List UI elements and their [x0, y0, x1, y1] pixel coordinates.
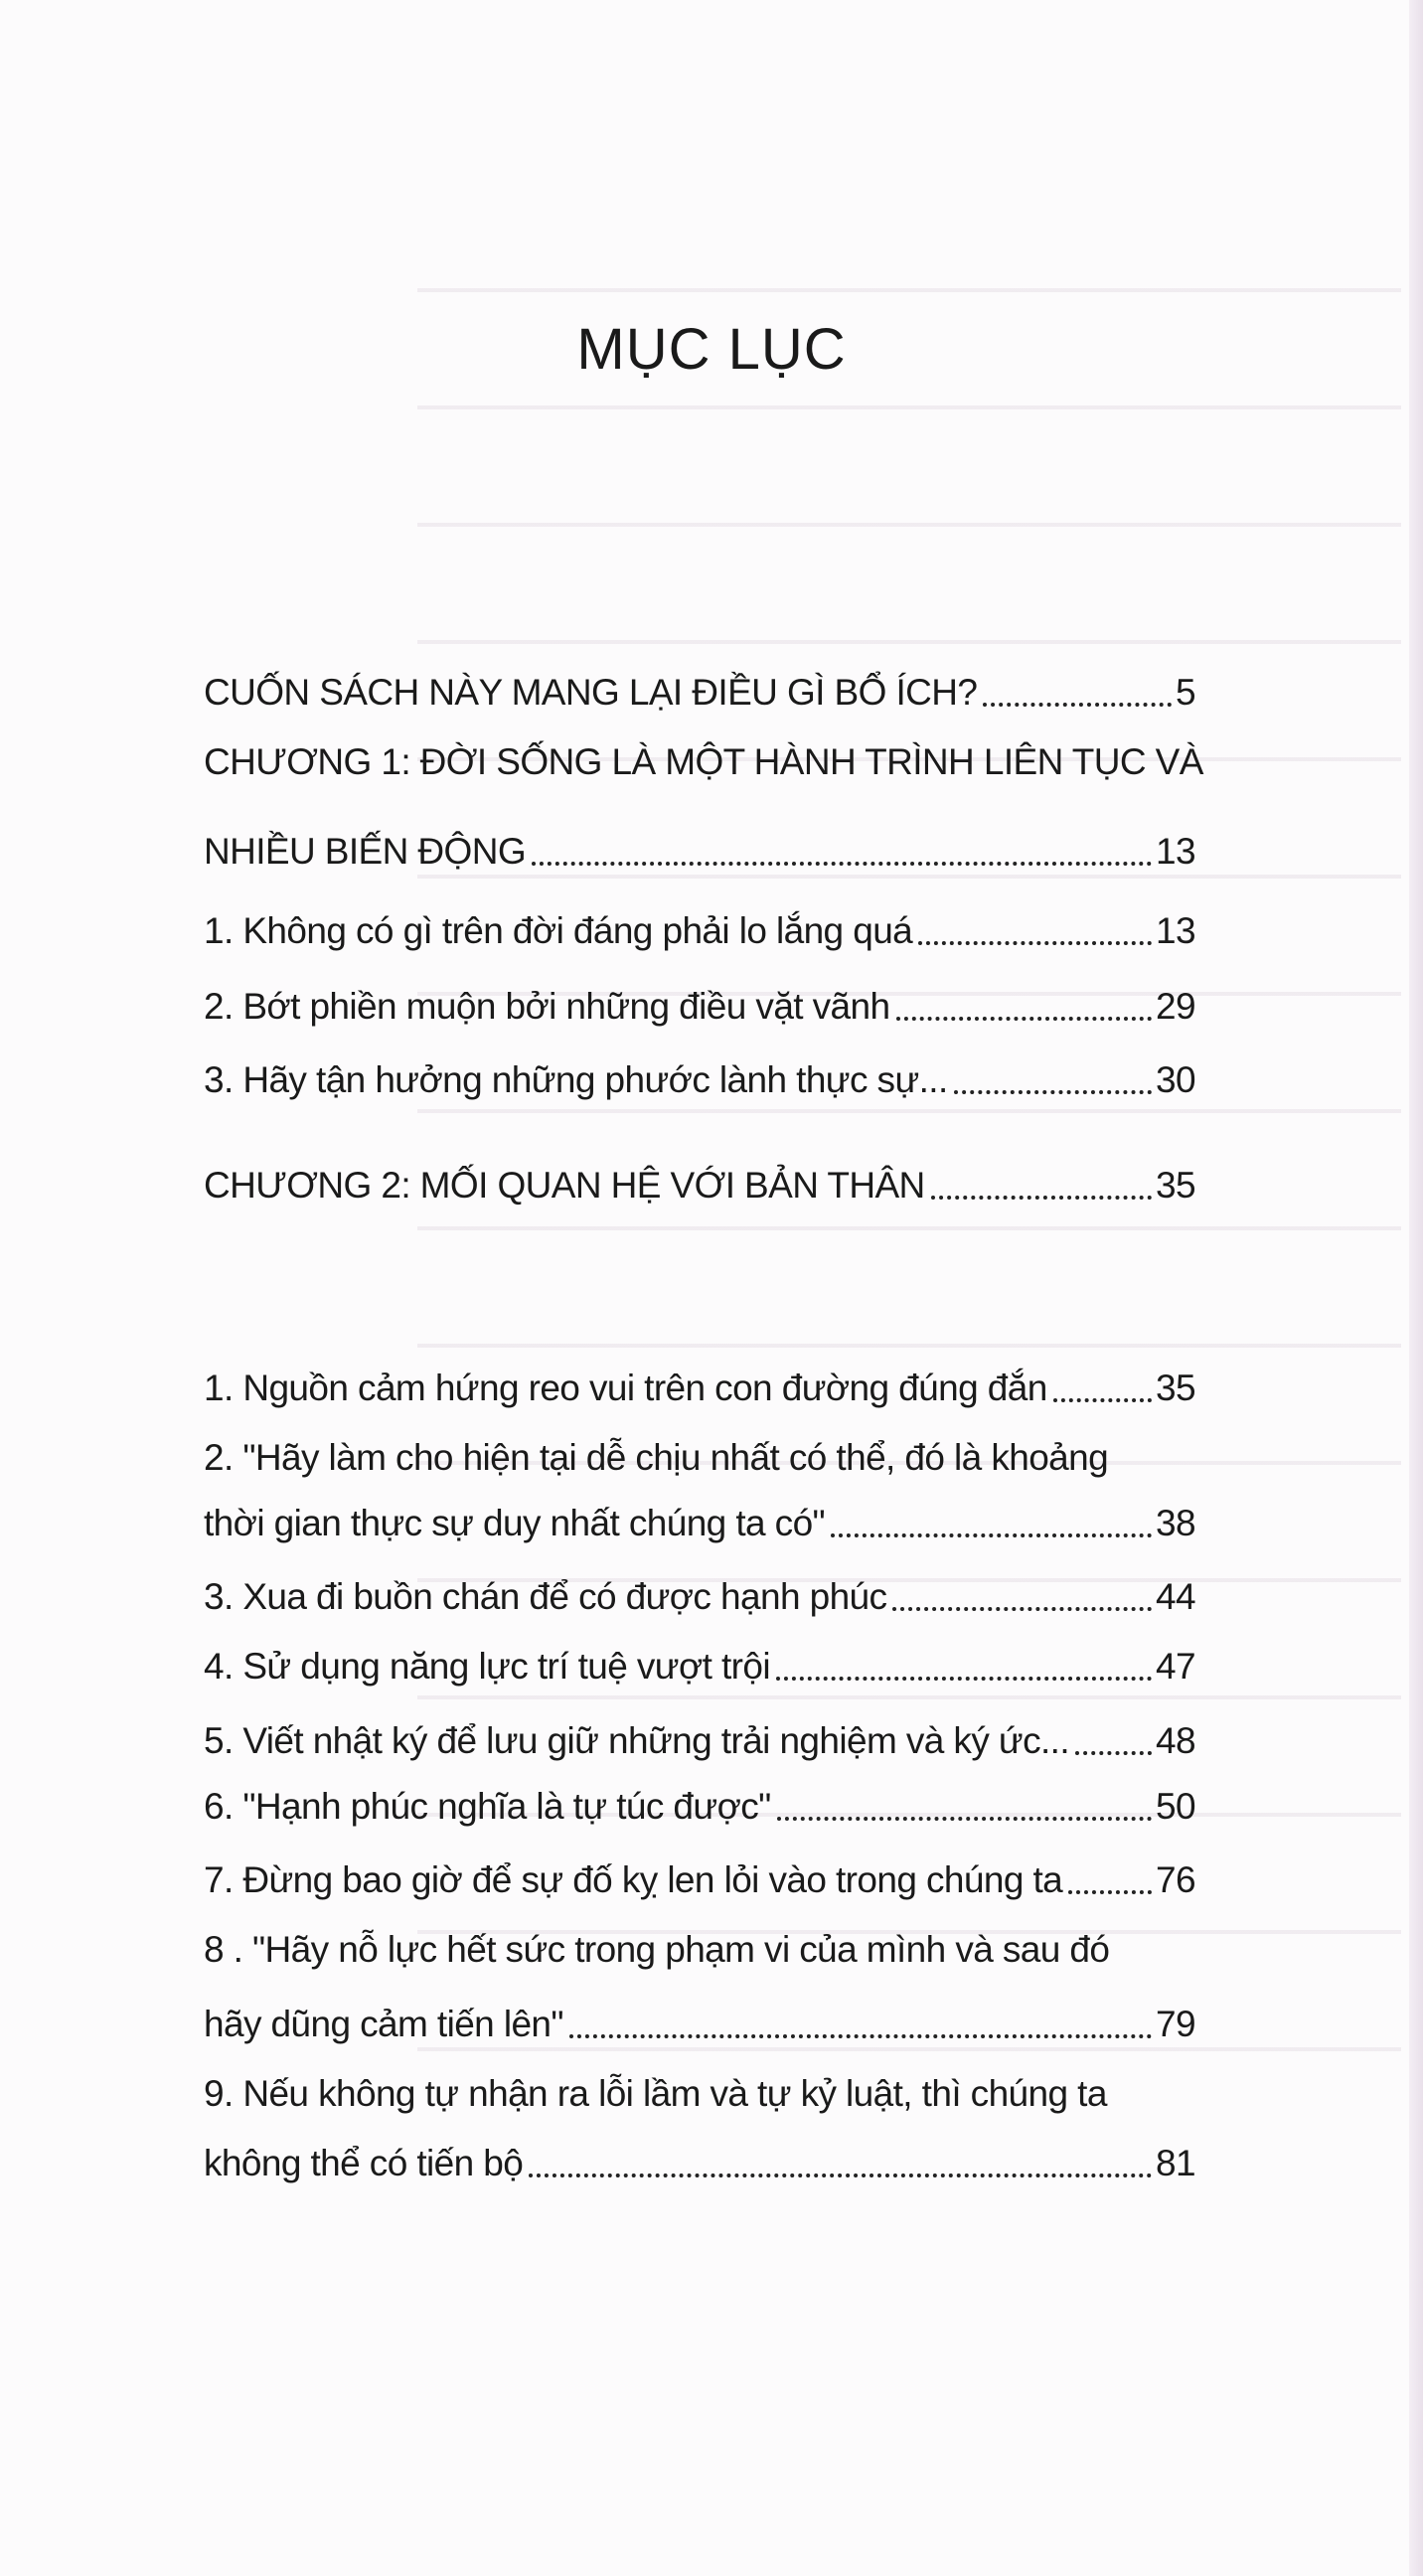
page-number: 79 [1156, 2004, 1195, 2044]
toc-entry-line[interactable] [204, 1782, 1195, 1832]
page-title: MỤC LỤC [576, 317, 847, 382]
dot-leader [1053, 1398, 1152, 1402]
toc-entry-title: không thể có tiến bộ [204, 2143, 524, 2183]
toc-entry-line[interactable] [204, 2069, 1195, 2119]
dot-leader [892, 1607, 1152, 1611]
toc-entry-line[interactable] [204, 1499, 1195, 1548]
toc-entry-line[interactable] [204, 1433, 1195, 1483]
page-number: 35 [1156, 1368, 1195, 1408]
page-number: 13 [1156, 831, 1195, 872]
toc-entry-title: hãy dũng cảm tiến lên" [204, 2004, 563, 2044]
page-number: 47 [1156, 1646, 1195, 1687]
toc-entry-title: NHIỀU BIẾN ĐỘNG [204, 831, 527, 872]
toc-entry-line[interactable] [204, 2139, 1195, 2188]
page-number: 81 [1156, 2143, 1195, 2183]
page-number: 50 [1156, 1786, 1195, 1827]
toc-entry-title: 3. Hãy tận hưởng những phước lành thực sự... [204, 1059, 948, 1100]
dot-leader [777, 1817, 1152, 1821]
page-number: 44 [1156, 1576, 1195, 1617]
toc-entry-line[interactable] [204, 2000, 1195, 2049]
toc-entry-line[interactable] [204, 1364, 1195, 1413]
dot-leader [1075, 1751, 1152, 1755]
toc-entry-title: 9. Nếu không tự nhận ra lỗi lầm và tự kỷ luật, thì chúng ta [204, 2073, 1107, 2114]
page-edge [1409, 0, 1423, 2576]
page-number: 38 [1156, 1503, 1195, 1543]
toc-entry-title: 8 . "Hãy nỗ lực hết sức trong phạm vi của mình và sau đó [204, 1929, 1110, 1970]
toc-entry-title: 5. Viết nhật ký để lưu giữ những trải nghiệm và ký ức... [204, 1720, 1070, 1761]
toc-entry-title: 2. "Hãy làm cho hiện tại dễ chịu nhất có thể, đó là khoảng [204, 1437, 1109, 1478]
toc-entry-title: thời gian thực sự duy nhất chúng ta có" [204, 1503, 826, 1543]
dot-leader [954, 1090, 1152, 1094]
toc-entry-line[interactable] [204, 737, 1203, 787]
toc-entry-line[interactable] [204, 1925, 1195, 1975]
page-number: 48 [1156, 1720, 1195, 1761]
dot-leader [569, 2034, 1152, 2038]
dot-leader [532, 862, 1152, 866]
page-number: 76 [1156, 1859, 1195, 1900]
toc-entry-title: 4. Sử dụng năng lực trí tuệ vượt trội [204, 1646, 770, 1687]
toc-entry-title: 7. Đừng bao giờ để sự đố kỵ len lỏi vào trong chúng ta [204, 1859, 1063, 1900]
dot-leader [896, 1017, 1153, 1021]
toc-entry-title: 2. Bớt phiền muộn bởi những điều vặt vãnh [204, 986, 890, 1027]
toc-entry-line[interactable] [204, 1642, 1195, 1691]
toc-entry-title: 3. Xua đi buồn chán để có được hạnh phúc [204, 1576, 887, 1617]
dot-leader [529, 2174, 1152, 2177]
toc-entry-line[interactable] [204, 1716, 1195, 1766]
toc-entry-title: 1. Không có gì trên đời đáng phải lo lắng quá [204, 910, 913, 951]
page-number: 5 [1176, 672, 1195, 713]
toc-entry-title: 1. Nguồn cảm hứng reo vui trên con đường đúng đắn [204, 1368, 1047, 1408]
toc-entry-title: CHƯƠNG 2: MỐI QUAN HỆ VỚI BẢN THÂN [204, 1165, 925, 1206]
toc-entry-line[interactable] [204, 1055, 1195, 1105]
toc-entry-title: CHƯƠNG 1: ĐỜI SỐNG LÀ MỘT HÀNH TRÌNH LIÊN TỤC VÀ [204, 741, 1203, 782]
toc-entry-line[interactable] [204, 668, 1195, 718]
toc-entry-title: CUỐN SÁCH NÀY MANG LẠI ĐIỀU GÌ BỔ ÍCH? [204, 672, 978, 713]
page-number: 29 [1156, 986, 1195, 1027]
toc-entry-line[interactable] [204, 982, 1195, 1032]
toc-entry-line[interactable] [204, 1855, 1195, 1905]
toc-entry-line[interactable] [204, 1572, 1195, 1622]
dot-leader [983, 703, 1172, 707]
dot-leader [918, 941, 1152, 945]
toc-entry-line[interactable] [204, 1161, 1195, 1210]
page-number: 13 [1156, 910, 1195, 951]
dot-leader [831, 1533, 1152, 1537]
toc-entry-line[interactable] [204, 906, 1195, 956]
dot-leader [1068, 1890, 1152, 1894]
toc-entry-title: 6. "Hạnh phúc nghĩa là tự túc được" [204, 1786, 771, 1827]
page-number: 35 [1156, 1165, 1195, 1206]
toc-entry-line[interactable] [204, 827, 1195, 877]
page-number: 30 [1156, 1059, 1195, 1100]
dot-leader [931, 1196, 1152, 1200]
dot-leader [776, 1677, 1152, 1681]
